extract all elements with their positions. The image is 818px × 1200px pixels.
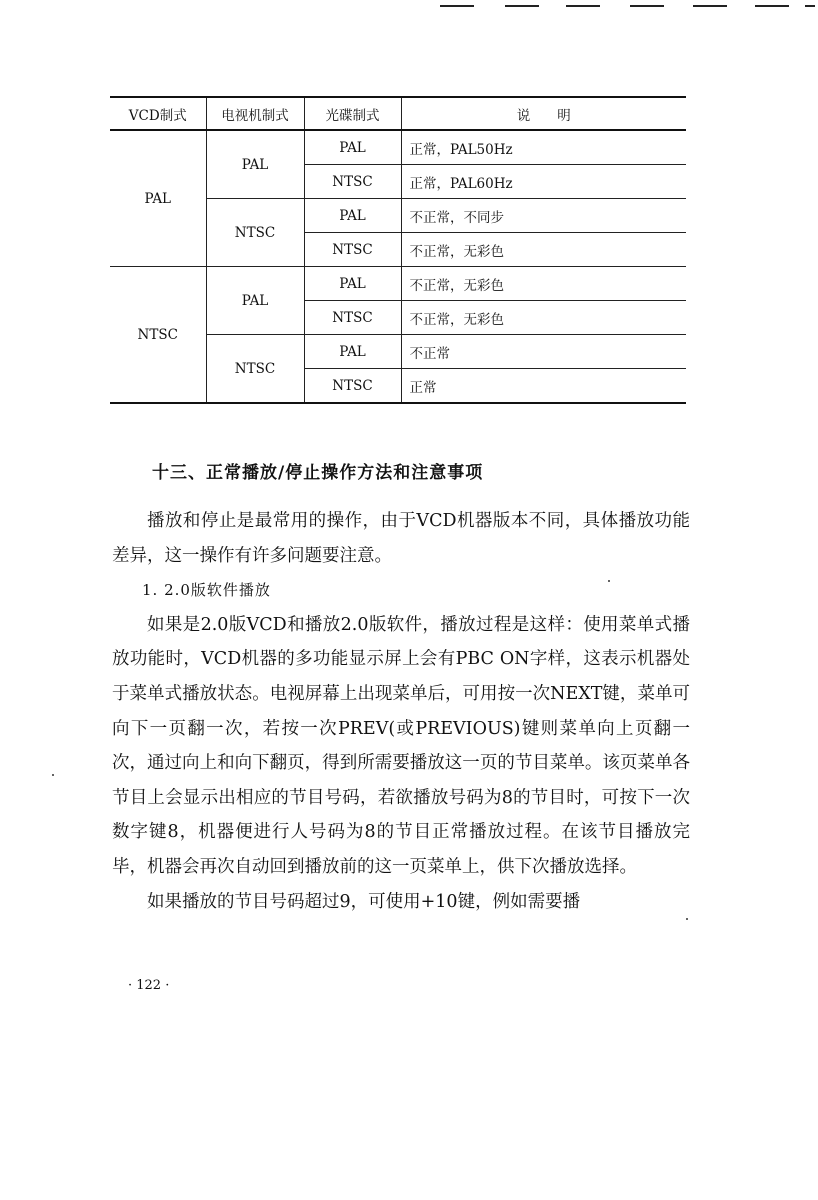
description-cell: 不正常	[401, 335, 686, 369]
disc-format-cell: NTSC	[304, 233, 401, 267]
page-number: · 122 ·	[128, 978, 170, 993]
scan-speck	[52, 774, 54, 776]
description-cell: 不正常，无彩色	[401, 233, 686, 267]
table-header-row	[110, 97, 686, 130]
description-cell: 正常	[401, 369, 686, 404]
paragraph-plus-ten: 如果播放的节目号码超过9，可使用+10键，例如需要播	[147, 891, 581, 912]
tv-format-cell: NTSC	[206, 199, 304, 267]
header-description: 说 明	[401, 97, 686, 130]
tv-format-cell: PAL	[206, 267, 304, 335]
disc-format-cell: NTSC	[304, 369, 401, 404]
header-tv-format: 电视机制式	[206, 97, 304, 130]
description-cell: 不正常，无彩色	[401, 301, 686, 335]
description-cell: 不正常，不同步	[401, 199, 686, 233]
disc-format-cell: NTSC	[304, 301, 401, 335]
table-row	[110, 267, 686, 301]
subheading: 1. 2.0版软件播放	[142, 581, 271, 600]
description-cell: 正常，PAL60Hz	[401, 165, 686, 199]
header-disc-format: 光碟制式	[304, 97, 401, 130]
scan-speck	[608, 580, 610, 582]
vcd-format-table	[110, 96, 686, 404]
header-vcd-format: VCD制式	[110, 97, 206, 130]
vcd-format-cell: PAL	[110, 130, 206, 267]
body-text	[112, 504, 690, 919]
disc-format-cell: PAL	[304, 199, 401, 233]
top-edge-marks	[0, 0, 818, 12]
tv-format-cell: NTSC	[206, 335, 304, 404]
scan-speck	[686, 918, 688, 920]
paragraph-intro: 播放和停止是最常用的操作，由于VCD机器版本不同，具体播放功能差异，这一操作有许多问题要注意。	[112, 511, 690, 566]
disc-format-cell: NTSC	[304, 165, 401, 199]
table-row	[110, 130, 686, 165]
section-heading: 十三、正常播放/停止操作方法和注意事项	[152, 463, 484, 483]
disc-format-cell: PAL	[304, 335, 401, 369]
vcd-format-cell: NTSC	[110, 267, 206, 404]
disc-format-cell: PAL	[304, 130, 401, 165]
disc-format-cell: PAL	[304, 267, 401, 301]
description-cell: 正常，PAL50Hz	[401, 130, 686, 165]
tv-format-cell: PAL	[206, 130, 304, 199]
description-cell: 不正常，无彩色	[401, 267, 686, 301]
paragraph-playback: 如果是2.0版VCD和播放2.0版软件，播放过程是这样：使用菜单式播放功能时，VCD机器的多功能显示屏上会有PBC ON字样，这表示机器处于菜单式播放状态。电视屏幕上出现菜单后，可用按一次NEXT键，菜单可向下一页翻一次，若按一次PREV(或PREVIOUS)键则菜单向上页翻一次，通过向上和向下翻页，得到所需要播放这一页的节目菜单。该页菜单各节目上会显示出相应的节目号码，若欲播放号码为8的节目时，可按下一次数字键8，机器便进行人号码为8的节目正常播放过程。在该节目播放完毕，机器会再次自动回到播放前的这一页菜单上，供下次播放选择。	[112, 614, 690, 877]
